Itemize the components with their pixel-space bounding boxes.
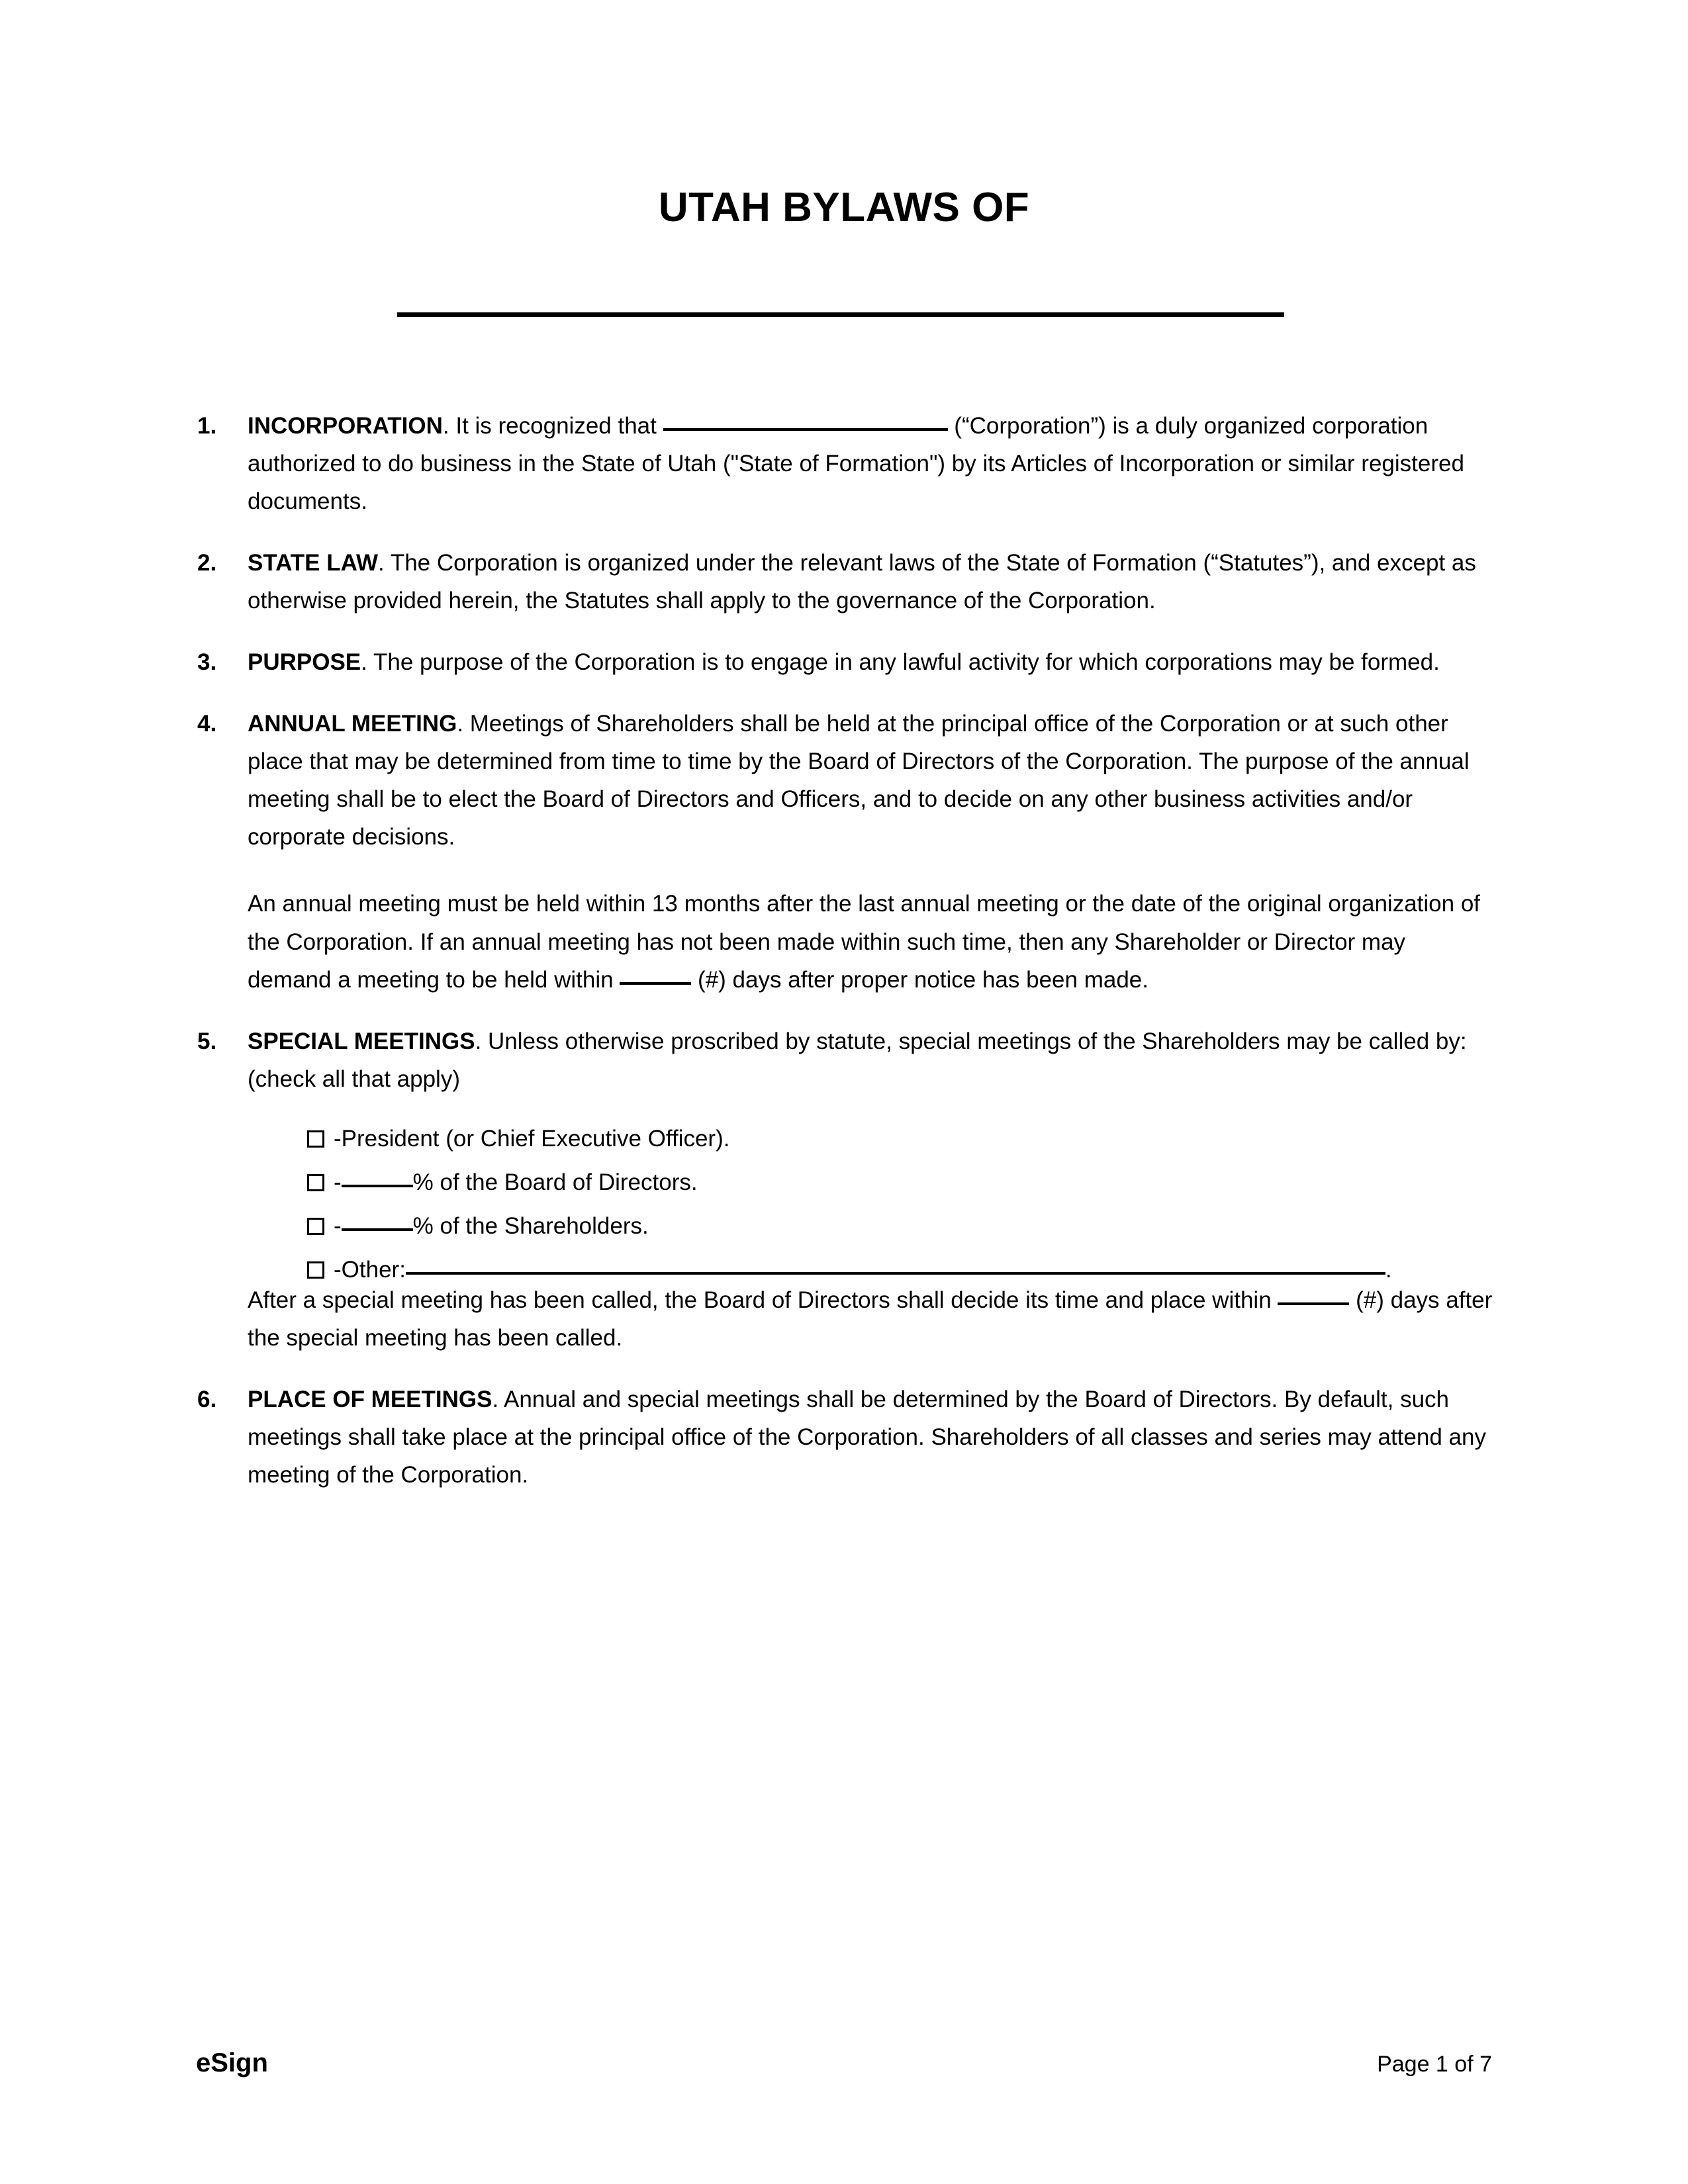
page-number: Page 1 of 7 bbox=[1377, 2052, 1492, 2077]
clause-heading: INCORPORATION bbox=[248, 413, 443, 439]
special-meeting-options bbox=[307, 1127, 1493, 1281]
clause-text bbox=[248, 1381, 1493, 1494]
clause-state-law bbox=[196, 544, 1493, 619]
checkbox-icon[interactable] bbox=[307, 1174, 324, 1191]
clause-incorporation bbox=[196, 407, 1493, 520]
list-item[interactable] bbox=[307, 1127, 1493, 1150]
clause-number: 1. bbox=[197, 413, 217, 439]
option-suffix: . bbox=[1385, 1256, 1392, 1283]
document-body bbox=[196, 407, 1493, 1518]
clause-number: 3. bbox=[197, 649, 217, 676]
checkbox-icon[interactable] bbox=[307, 1218, 324, 1235]
clause-purpose bbox=[196, 643, 1493, 681]
clause-text bbox=[248, 1023, 1493, 1357]
clause-text bbox=[248, 643, 1493, 681]
clause-body-text: . Annual and special meetings shall be determined by the Board of Directors. By default, such meetings shall take place at the principal office of the Corporation. Shareholders of all classes and series may attend any meeting of the Corporation. bbox=[248, 1386, 1486, 1488]
option-prefix: - bbox=[334, 1125, 342, 1152]
clause-special-meetings bbox=[196, 1023, 1493, 1357]
clause-number: 5. bbox=[197, 1028, 217, 1054]
clause-heading: SPECIAL MEETINGS bbox=[248, 1028, 475, 1054]
special-meeting-days-blank[interactable] bbox=[1278, 1284, 1349, 1305]
corporation-name-blank-line[interactable] bbox=[397, 312, 1284, 317]
list-item[interactable] bbox=[307, 1256, 1493, 1281]
clause-paragraph-2-before-blank: An annual meeting must be held within 13 months after the last annual meeting or the date of the original organization of the Corporation. If an annual meeting has not been made within such time, then any Shareholder or Director may demand a meeting to be held within bbox=[248, 891, 1481, 993]
option-prefix: - bbox=[334, 1212, 342, 1239]
option-label: President (or Chief Executive Officer). bbox=[341, 1125, 730, 1152]
option-prefix: - bbox=[334, 1169, 342, 1195]
clause-closing-after-blank: (#) days after the special meeting has been called. bbox=[248, 1287, 1493, 1351]
clause-heading: PLACE OF MEETINGS bbox=[248, 1386, 492, 1412]
checkbox-icon[interactable] bbox=[307, 1261, 324, 1279]
list-item[interactable] bbox=[307, 1169, 1493, 1194]
clause-text-before-blank: . It is recognized that bbox=[442, 413, 663, 439]
page-footer bbox=[196, 2048, 1492, 2078]
clause-text bbox=[248, 705, 1493, 998]
page-title: UTAH BYLAWS OF bbox=[658, 185, 1030, 230]
clause-heading: ANNUAL MEETING bbox=[248, 711, 457, 737]
clause-place-of-meetings bbox=[196, 1381, 1493, 1494]
clause-number: 6. bbox=[197, 1386, 217, 1412]
clause-paragraph-1: . Meetings of Shareholders shall be held at the principal office of the Corporation or at such other place that may be determined from time to time by the Board of Directors of the Corporation. The purpose of the annual meeting shall be to elect the Board of Directors and Officers, and to decide on any other business activities and/or corporate decisions. bbox=[248, 711, 1470, 850]
clause-heading: STATE LAW bbox=[248, 550, 379, 576]
annual-meeting-days-blank[interactable] bbox=[620, 964, 691, 985]
clause-paragraph-2-after-blank: (#) days after proper notice has been made. bbox=[691, 966, 1149, 993]
list-item[interactable] bbox=[307, 1212, 1493, 1238]
brand-logo: eSign bbox=[196, 2048, 268, 2077]
clause-intro-text: . Unless otherwise proscribed by statute, special meetings of the Shareholders may be called by: (check all that apply) bbox=[248, 1028, 1467, 1092]
option-prefix: - bbox=[334, 1256, 342, 1283]
option-label: % of the Shareholders. bbox=[412, 1212, 649, 1239]
option-label: Other: bbox=[341, 1256, 406, 1283]
other-option-blank[interactable] bbox=[406, 1253, 1385, 1275]
clause-body-text: . The purpose of the Corporation is to engage in any lawful activity for which corporations may be formed. bbox=[361, 649, 1440, 676]
clause-text-after-blank: (“Corporation”) is a duly organized corporation authorized to do business in the State of Utah ("State of Formation") by its Articles of Incorporation or similar registered documents. bbox=[248, 413, 1464, 515]
clause-closing-before-blank: After a special meeting has been called, the Board of Directors shall decide its time and place within bbox=[248, 1287, 1278, 1313]
clause-number: 2. bbox=[197, 550, 217, 576]
clause-annual-meeting bbox=[196, 705, 1493, 998]
board-percent-blank[interactable] bbox=[342, 1166, 413, 1187]
checkbox-icon[interactable] bbox=[307, 1130, 324, 1148]
clause-number: 4. bbox=[197, 711, 217, 737]
option-label: % of the Board of Directors. bbox=[412, 1169, 698, 1195]
corporation-name-inline-blank[interactable] bbox=[663, 410, 948, 431]
shareholder-percent-blank[interactable] bbox=[342, 1210, 413, 1231]
clause-body-text: . The Corporation is organized under the relevant laws of the State of Formation (“Statutes”), and except as otherwise provided herein, the Statutes shall apply to the governance of the Corporation. bbox=[248, 550, 1476, 614]
clause-text bbox=[248, 407, 1493, 520]
clause-text bbox=[248, 544, 1493, 619]
clause-heading: PURPOSE bbox=[248, 649, 361, 676]
